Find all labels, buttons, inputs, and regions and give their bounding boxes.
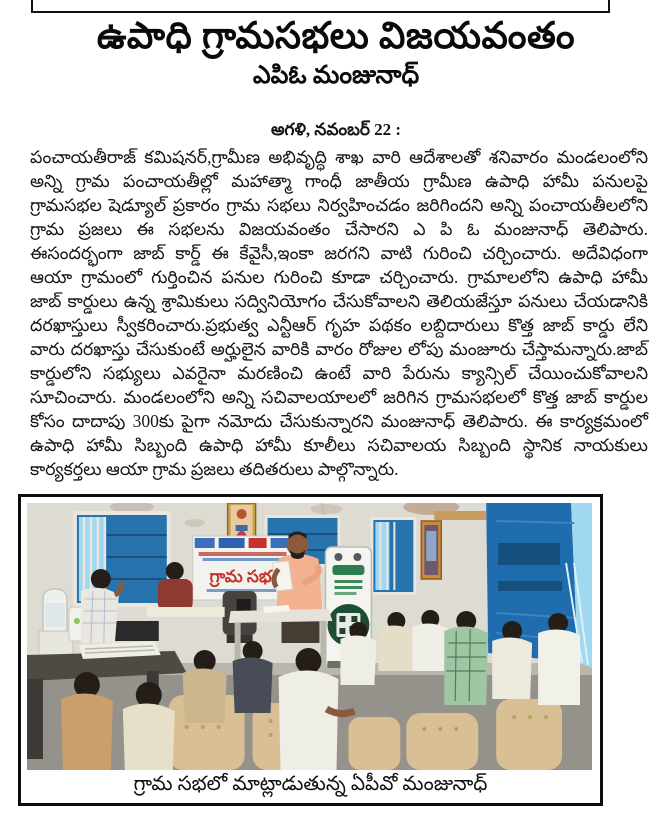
body-line: కోసం దాదాపు 300కు పైగా నమోదు చేసుకున్నారని మంజునాధ్ తెలిపారు. ఈ కార్యక్రమంలో — [30, 411, 648, 431]
banner-top-stripe — [195, 538, 291, 548]
photo-box — [18, 494, 603, 806]
photo-caption: గ్రామ సభలో మాట్లాడుతున్న ఏపీవో మంజునాధ్ — [133, 772, 488, 795]
body-line: ఉపాధి హామీ సిబ్బంది ఉపాధి హామీ కూలీలు సచివాలయ సిబ్బంది స్థానిక నాయకులు — [30, 435, 648, 455]
article-headline: ఉపాధి గ్రామసభలు విజయవంతం — [96, 16, 576, 57]
body-line: కార్డులోని సభ్యులు ఎవరైనా మరణించి ఉంటే వారి పేరును క్యాన్సిల్ చేయించుకోవాలని — [30, 363, 648, 383]
body-line: పంచాయతీరాజ్ కమిషనర్,గ్రామీణ అభివృద్ధి శాఖ వారి ఆదేశాలతో శనివారం మండలంలోని — [30, 147, 648, 167]
framed-picture — [421, 521, 441, 579]
body-line: జాబ్ కార్డులు ఉన్న శ్రామికులు సద్వినియోగం చేసుకోవాలని తెలియజేస్తూ పనులు చేయడానికి — [30, 291, 648, 311]
article-body — [30, 145, 648, 481]
right-small-window — [370, 517, 416, 595]
body-line: గ్రామసభల షెడ్యూల్ ప్రకారం గ్రామ సభలు నిర్వహించడం జరిగిందని అన్ని పంచాయతీలలోని — [30, 195, 648, 215]
body-line: ఆయా గ్రామంలో గుర్తించిన పనుల గురించి కూడా చర్చించారు. గ్రామాలలోని ఉపాధి హామీ — [30, 267, 648, 287]
wooden-beam — [434, 511, 486, 520]
body-line: వారు దరఖాస్తు చేసుకుంటే అర్హులైన వారికి వారం రోజుల లోపు మంజూరు చేస్తామన్నారు.జాబ్ — [30, 339, 648, 359]
body-line: ఈసందర్భంగా జాబ్ కార్డ్ ఈ కేవైసీ,ఇంకా జరగని వాటి గురించి చర్చించారు. అదేవిధంగా — [30, 243, 648, 263]
body-line: కార్యకర్తలు ఆయా గ్రామ ప్రజలు తదితరులు పాల్గొన్నారు. — [30, 459, 399, 479]
article-byline: ఎపిఓ మంజునాధ్ — [252, 62, 420, 89]
meeting-photo-svg — [27, 503, 592, 770]
top-partial-box — [31, 0, 610, 13]
body-line: దరఖాస్తులు స్వీకరించారు.ప్రభుత్వ ఎన్టీఆర్ గృహ పథకం లబ్దిదారులు కొత్త జాబ్ కార్డు లేని — [30, 315, 648, 335]
equipment — [115, 621, 159, 641]
article-dateline: అగళి, నవంబర్ 22 : — [270, 120, 402, 139]
banner-text: గ్రామ సభ — [209, 566, 272, 587]
body-line: అన్ని గ్రామ పంచాయతీల్లో మహాత్మా గాంధీ జాతీయ గ్రామీణ ఉపాధి హామీ పనులపై — [30, 171, 648, 191]
body-line: సూచించారు. మండలంలోని అన్ని సచివాలయాలలో జరిగిన గ్రామసభలలో కొత్త జాబ్ కార్డుల — [30, 387, 648, 407]
meeting-photo — [27, 503, 592, 770]
body-line: గ్రామ ప్రజలు ఈ సభలను విజయవంతం చేసారని ఎ పి ఓ మంజునాధ్ తెలిపారు. — [30, 219, 648, 239]
